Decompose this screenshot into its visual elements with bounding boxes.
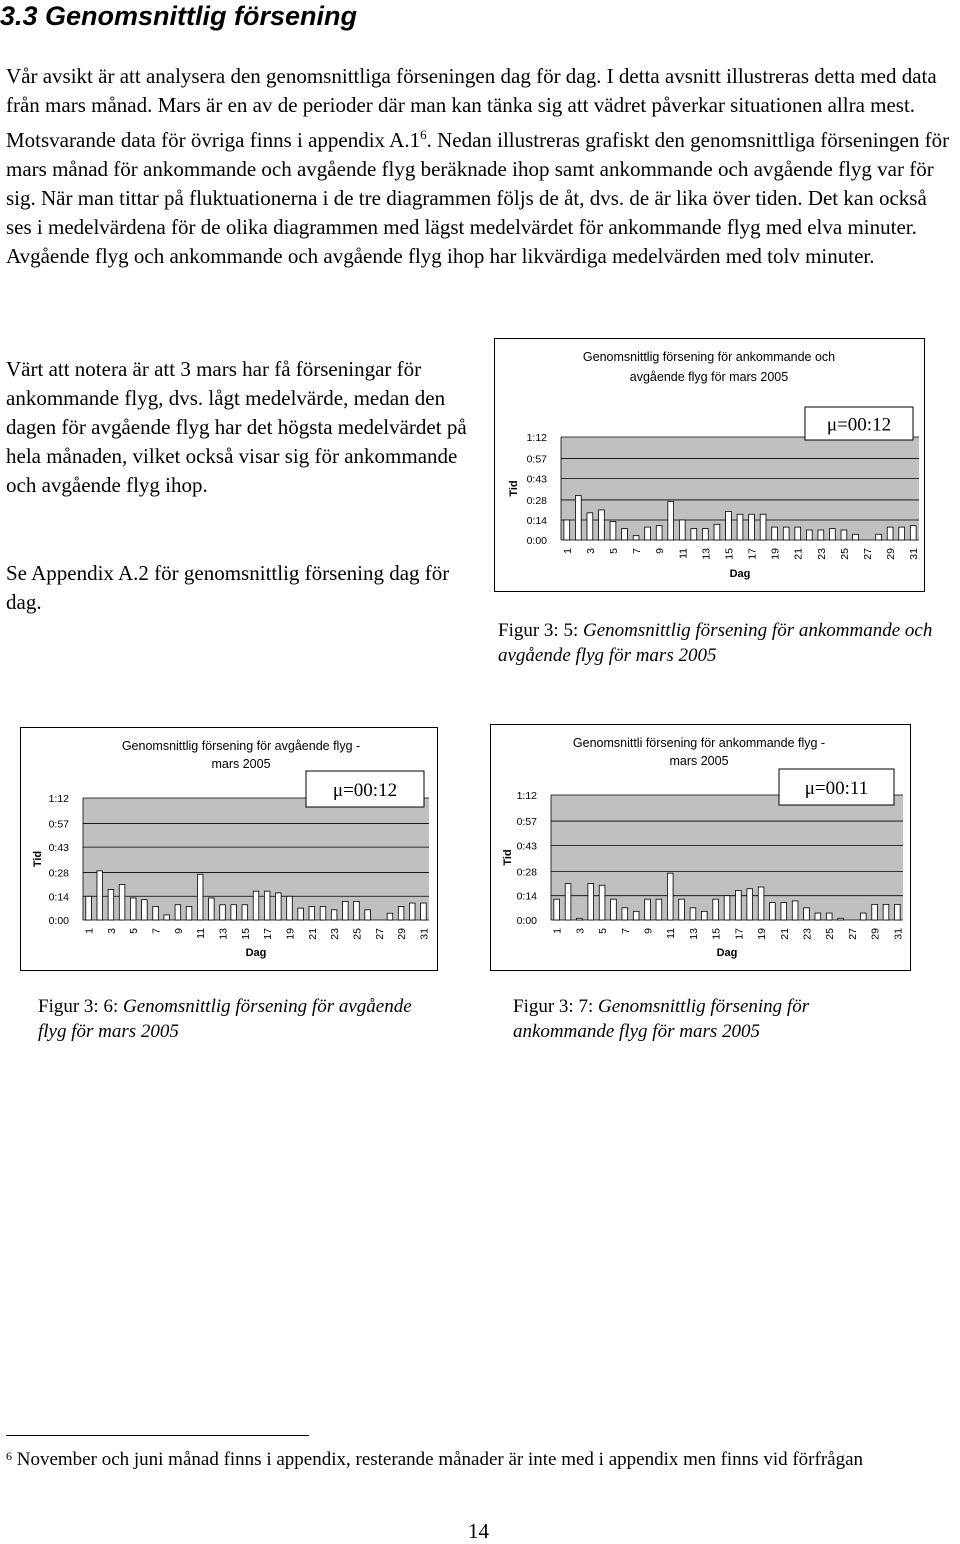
fig7-bar-day-18 bbox=[747, 889, 753, 920]
paragraph-1-text-continued: . Nedan illustreras grafiskt den genomsnittliga förseningen för mars månad för ankommande och avgående flyg beräknade ihop samt ankommande och avgående flyg var för sig. När man tittar på fluktuationerna i de tre diagrammen följs de åt, dvs. de är lika över tiden. Det kan också ses i medelvärdena för de olika diagrammen med lägst medelvärdet för ankommande flyg med elva minuter. Avgående flyg och ankommande och avgående flyg ihop har likvärdiga medelvärden med tolv minuter. bbox=[6, 128, 950, 268]
fig7-mean-label: μ=00:11 bbox=[804, 778, 869, 799]
fig7-xtick-label: 25 bbox=[824, 928, 837, 940]
fig7-bar-day-8 bbox=[633, 911, 639, 920]
fig6-bar-day-12 bbox=[209, 898, 215, 920]
fig5-xtick-label: 29 bbox=[885, 548, 898, 560]
fig6-ytick-label: 0:57 bbox=[48, 818, 69, 831]
fig6-bar-day-20 bbox=[298, 908, 304, 920]
fig6-ytick-label: 0:00 bbox=[48, 915, 69, 927]
paragraph-1-text: Vår avsikt är att analysera den genomsnittliga förseningen dag för dag. I detta avsnitt illustreras detta med data från mars månad. Mars är en av de perioder där man kan tänka sig att vädret påverkar situationen allra mest. Motsvarande data för övriga finns i appendix A.1 bbox=[6, 64, 937, 152]
fig6-mean-label: μ=00:12 bbox=[332, 780, 398, 801]
fig5-bar-day-31 bbox=[910, 526, 916, 540]
fig7-bar-day-22 bbox=[792, 901, 798, 920]
body-paragraph-2: Värt att notera är att 3 mars har få förseningar för ankommande flyg, dvs. lågt medelvärde, medan den dagen för avgående flyg har det högsta medelvärdet på hela månaden, vilket också visar sig för ankommande och avgående flyg ihop. bbox=[6, 357, 467, 497]
fig7-bar-day-3 bbox=[577, 918, 583, 920]
fig5-bar-day-4 bbox=[599, 510, 605, 540]
fig6-xtick-label: 23 bbox=[329, 928, 342, 940]
fig7-bar-day-25 bbox=[826, 913, 832, 920]
fig6-xtick-label: 19 bbox=[284, 928, 297, 940]
caption-fig5-text: Genomsnittlig försening för ankommande och avgående flyg för mars 2005 bbox=[498, 620, 933, 666]
fig7-xtick-label: 21 bbox=[778, 928, 791, 940]
fig6-bar-day-10 bbox=[186, 906, 192, 920]
fig6-bar-day-25 bbox=[354, 901, 360, 920]
caption-fig6 bbox=[38, 994, 438, 1044]
fig6-bar-day-22 bbox=[320, 906, 326, 920]
fig5-bar-day-15 bbox=[726, 511, 732, 540]
fig5-bar-day-21 bbox=[795, 527, 801, 540]
fig7-xtick-label: 3 bbox=[574, 928, 587, 934]
fig5-bar-day-11 bbox=[679, 520, 685, 540]
fig6-bar-day-6 bbox=[142, 900, 148, 920]
fig7-xtick-label: 15 bbox=[710, 928, 723, 940]
fig6-xlabel: Dag bbox=[245, 947, 267, 959]
fig6-bar-day-16 bbox=[253, 891, 259, 920]
fig6-bar-day-14 bbox=[231, 905, 237, 920]
fig7-bar-day-16 bbox=[724, 896, 730, 920]
fig7-bar-day-20 bbox=[770, 903, 776, 920]
fig5-ytick-label: 0:28 bbox=[526, 494, 547, 507]
fig6-xtick-label: 1 bbox=[83, 928, 96, 934]
fig6-bar-day-28 bbox=[387, 913, 393, 920]
fig5-xtick-label: 5 bbox=[607, 548, 620, 554]
fig5-bar-day-25 bbox=[841, 530, 847, 540]
fig7-bar-day-7 bbox=[622, 908, 628, 920]
fig5-xtick-label: 7 bbox=[631, 548, 644, 554]
fig6-bar-day-19 bbox=[287, 896, 293, 920]
fig5-xtick-label: 13 bbox=[700, 548, 713, 560]
fig6-xtick-label: 7 bbox=[150, 928, 163, 934]
fig6-xtick-label: 9 bbox=[172, 928, 185, 934]
fig6-xtick-label: 3 bbox=[105, 928, 118, 934]
fig7-xtick-label: 9 bbox=[642, 928, 655, 934]
fig7-ytick-label: 0:14 bbox=[516, 890, 537, 903]
fig5-xtick-label: 25 bbox=[838, 548, 851, 560]
fig7-ytick-label: 0:28 bbox=[516, 866, 537, 879]
fig7-ytick-label: 0:43 bbox=[516, 840, 537, 853]
fig7-bar-day-14 bbox=[701, 911, 707, 920]
fig5-xlabel: Dag bbox=[729, 568, 751, 580]
fig6-bar-day-26 bbox=[365, 910, 371, 920]
fig5-bar-day-30 bbox=[899, 527, 905, 540]
fig6-xtick-label: 5 bbox=[128, 928, 141, 934]
fig6-bar-day-11 bbox=[197, 874, 203, 920]
fig6-bar-day-18 bbox=[276, 893, 282, 920]
fig5-title-line: avgående flyg för mars 2005 bbox=[629, 370, 789, 384]
fig6-bar-day-4 bbox=[119, 884, 125, 920]
fig5-bar-day-19 bbox=[772, 527, 778, 540]
fig6-bar-day-21 bbox=[309, 906, 315, 920]
fig5-xtick-label: 27 bbox=[862, 548, 875, 560]
fig7-bar-day-5 bbox=[599, 885, 605, 920]
fig5-bar-day-7 bbox=[633, 536, 639, 540]
fig7-bar-day-17 bbox=[736, 890, 742, 920]
caption-fig5-label: Figur 3: 5: bbox=[498, 620, 579, 641]
page-number: 14 bbox=[468, 1519, 489, 1543]
body-paragraph-3: Se Appendix A.2 för genomsnittlig försening dag för dag. bbox=[6, 561, 450, 614]
fig7-bar-day-26 bbox=[838, 918, 844, 920]
fig5-xtick-label: 9 bbox=[654, 548, 667, 554]
fig7-xtick-label: 17 bbox=[733, 928, 746, 940]
fig7-xtick-label: 13 bbox=[687, 928, 700, 940]
fig7-xtick-label: 27 bbox=[846, 928, 859, 940]
fig6-ytick-label: 0:14 bbox=[48, 891, 69, 904]
fig5-bar-day-23 bbox=[818, 530, 824, 540]
fig6-title-line: Genomsnittlig försening för avgående flyg - bbox=[121, 739, 361, 753]
fig5-bar-day-22 bbox=[806, 530, 812, 540]
fig6-bar-day-2 bbox=[97, 871, 103, 920]
chart-fig5 bbox=[494, 338, 925, 592]
fig7-bar-day-11 bbox=[667, 873, 673, 920]
fig5-ytick-label: 0:57 bbox=[526, 453, 547, 466]
fig7-bar-day-19 bbox=[758, 887, 764, 920]
chart-fig7 bbox=[490, 724, 911, 971]
fig6-bar-day-9 bbox=[175, 905, 181, 920]
fig7-bar-day-13 bbox=[690, 908, 696, 920]
fig6-ytick-label: 0:28 bbox=[48, 867, 69, 880]
fig7-bar-day-10 bbox=[656, 899, 662, 920]
chart-fig6 bbox=[20, 727, 438, 971]
fig7-ytick-label: 0:57 bbox=[516, 816, 537, 829]
fig6-bar-day-7 bbox=[153, 906, 159, 920]
caption-fig7-label: Figur 3: 7: bbox=[513, 996, 594, 1017]
fig6-bar-day-30 bbox=[409, 903, 415, 920]
fig5-xtick-label: 17 bbox=[746, 548, 759, 560]
fig5-title-line: Genomsnittlig försening för ankommande och bbox=[582, 350, 836, 364]
fig5-bar-day-10 bbox=[668, 501, 674, 540]
fig5-bar-day-6 bbox=[622, 529, 628, 540]
fig7-xlabel: Dag bbox=[716, 947, 738, 959]
fig5-mean-label: μ=00:12 bbox=[826, 414, 892, 436]
fig5-bar-day-24 bbox=[830, 529, 836, 540]
fig5-bar-day-12 bbox=[691, 529, 697, 540]
fig6-bar-day-13 bbox=[220, 905, 226, 920]
fig5-bar-day-26 bbox=[853, 534, 859, 540]
fig6-bar-day-29 bbox=[398, 906, 404, 920]
fig5-ytick-label: 0:14 bbox=[526, 514, 547, 527]
footnote-number: 6 bbox=[6, 1449, 12, 1463]
fig6-xtick-label: 25 bbox=[351, 928, 364, 940]
fig6-bar-day-17 bbox=[264, 891, 270, 920]
fig5-bar-day-14 bbox=[714, 524, 720, 540]
fig7-bar-day-4 bbox=[588, 884, 594, 920]
fig5-ylabel: Tid bbox=[508, 480, 520, 497]
fig6-xtick-label: 15 bbox=[239, 928, 252, 940]
fig7-bar-day-6 bbox=[611, 899, 617, 920]
fig6-xtick-label: 29 bbox=[396, 928, 409, 940]
fig7-xtick-label: 11 bbox=[665, 928, 678, 939]
fig7-ytick-label: 0:00 bbox=[516, 915, 537, 927]
fig6-ytick-label: 0:43 bbox=[48, 842, 69, 855]
fig6-bar-day-23 bbox=[331, 910, 337, 920]
fig5-xtick-label: 15 bbox=[723, 548, 736, 560]
caption-fig7 bbox=[513, 994, 913, 1044]
fig7-title-line: Genomsnittli försening för ankommande flyg - bbox=[572, 736, 826, 750]
fig7-bar-day-21 bbox=[781, 903, 787, 920]
fig5-xtick-label: 11 bbox=[677, 548, 690, 559]
fig7-bar-day-23 bbox=[804, 908, 810, 920]
fig7-xtick-label: 1 bbox=[551, 928, 564, 934]
caption-fig6-text: Genomsnittlig försening för avgående flyg för mars 2005 bbox=[38, 996, 412, 1042]
fig5-bar-day-29 bbox=[887, 527, 893, 540]
fig7-bar-day-12 bbox=[679, 899, 685, 920]
fig5-bar-day-20 bbox=[783, 527, 789, 540]
fig6-xtick-label: 11 bbox=[195, 928, 208, 939]
fig5-xtick-label: 31 bbox=[908, 548, 921, 560]
fig7-xtick-label: 31 bbox=[892, 928, 905, 940]
fig7-title-line: mars 2005 bbox=[669, 754, 729, 768]
fig5-bar-day-13 bbox=[702, 529, 708, 540]
fig6-xtick-label: 31 bbox=[418, 928, 431, 940]
fig7-xtick-label: 7 bbox=[619, 928, 632, 934]
footnote-text: November och juni månad finns i appendix, resterande månader är inte med i appendix men finns vid förfrågan bbox=[16, 1449, 864, 1470]
fig6-ylabel: Tid bbox=[32, 850, 44, 868]
caption-fig5 bbox=[498, 618, 953, 668]
section-heading: 3.3 Genomsnittlig försening bbox=[0, 1, 358, 31]
fig7-bar-day-1 bbox=[554, 899, 560, 920]
fig7-xtick-label: 29 bbox=[869, 928, 882, 940]
fig7-ylabel: Tid bbox=[502, 849, 514, 866]
fig6-ytick-label: 1:12 bbox=[48, 793, 69, 805]
fig7-bar-day-15 bbox=[713, 899, 719, 920]
fig7-bar-day-29 bbox=[872, 904, 878, 920]
fig5-ytick-label: 1:12 bbox=[526, 432, 547, 444]
footnote-ref[interactable]: 6 bbox=[420, 127, 427, 142]
fig5-bar-day-16 bbox=[737, 514, 743, 540]
fig6-bar-day-1 bbox=[86, 896, 92, 920]
fig5-bar-day-2 bbox=[575, 496, 581, 540]
fig6-bar-day-8 bbox=[164, 915, 170, 920]
fig7-bar-day-28 bbox=[860, 913, 866, 920]
fig5-bar-day-1 bbox=[564, 520, 570, 540]
fig5-xtick-label: 1 bbox=[561, 548, 574, 554]
fig7-bar-day-2 bbox=[565, 884, 571, 920]
chart-fig5-svg bbox=[495, 339, 924, 591]
fig5-ytick-label: 0:43 bbox=[526, 473, 547, 486]
fig5-bar-day-18 bbox=[760, 514, 766, 540]
fig5-bar-day-17 bbox=[749, 514, 755, 540]
fig6-title-line: mars 2005 bbox=[211, 757, 271, 771]
fig6-bar-day-31 bbox=[421, 903, 427, 920]
fig5-bar-day-5 bbox=[610, 521, 616, 540]
footnote-divider bbox=[6, 1435, 309, 1436]
fig7-bar-day-9 bbox=[645, 899, 651, 920]
footnote bbox=[6, 1448, 863, 1472]
fig6-bar-day-3 bbox=[108, 890, 114, 921]
caption-fig6-label: Figur 3: 6: bbox=[38, 996, 119, 1017]
fig5-xtick-label: 23 bbox=[815, 548, 828, 560]
fig6-xtick-label: 17 bbox=[262, 928, 275, 940]
fig6-xtick-label: 27 bbox=[373, 928, 386, 940]
chart-fig6-svg bbox=[21, 728, 437, 970]
fig7-bar-day-31 bbox=[894, 904, 900, 920]
fig5-bar-day-3 bbox=[587, 513, 593, 540]
fig5-ytick-label: 0:00 bbox=[526, 535, 547, 547]
fig7-xtick-label: 5 bbox=[597, 928, 610, 934]
fig5-bar-day-9 bbox=[656, 526, 662, 540]
fig6-bar-day-5 bbox=[130, 898, 136, 920]
fig7-ytick-label: 1:12 bbox=[516, 790, 537, 802]
fig7-xtick-label: 19 bbox=[756, 928, 769, 940]
fig5-xtick-label: 21 bbox=[792, 548, 805, 560]
caption-fig7-text: Genomsnittlig försening för ankommande flyg för mars 2005 bbox=[513, 996, 810, 1042]
fig7-bar-day-30 bbox=[883, 904, 889, 920]
fig6-bar-day-15 bbox=[242, 905, 248, 920]
fig5-xtick-label: 3 bbox=[584, 548, 597, 554]
fig5-xtick-label: 19 bbox=[769, 548, 782, 560]
fig7-bar-day-24 bbox=[815, 913, 821, 920]
fig5-bar-day-8 bbox=[645, 527, 651, 540]
fig7-xtick-label: 23 bbox=[801, 928, 814, 940]
body-paragraph-1 bbox=[6, 62, 956, 271]
fig6-xtick-label: 13 bbox=[217, 928, 230, 940]
fig6-bar-day-24 bbox=[343, 901, 349, 920]
chart-fig7-svg bbox=[491, 725, 910, 970]
fig6-xtick-label: 21 bbox=[306, 928, 319, 940]
fig5-bar-day-28 bbox=[876, 534, 882, 540]
